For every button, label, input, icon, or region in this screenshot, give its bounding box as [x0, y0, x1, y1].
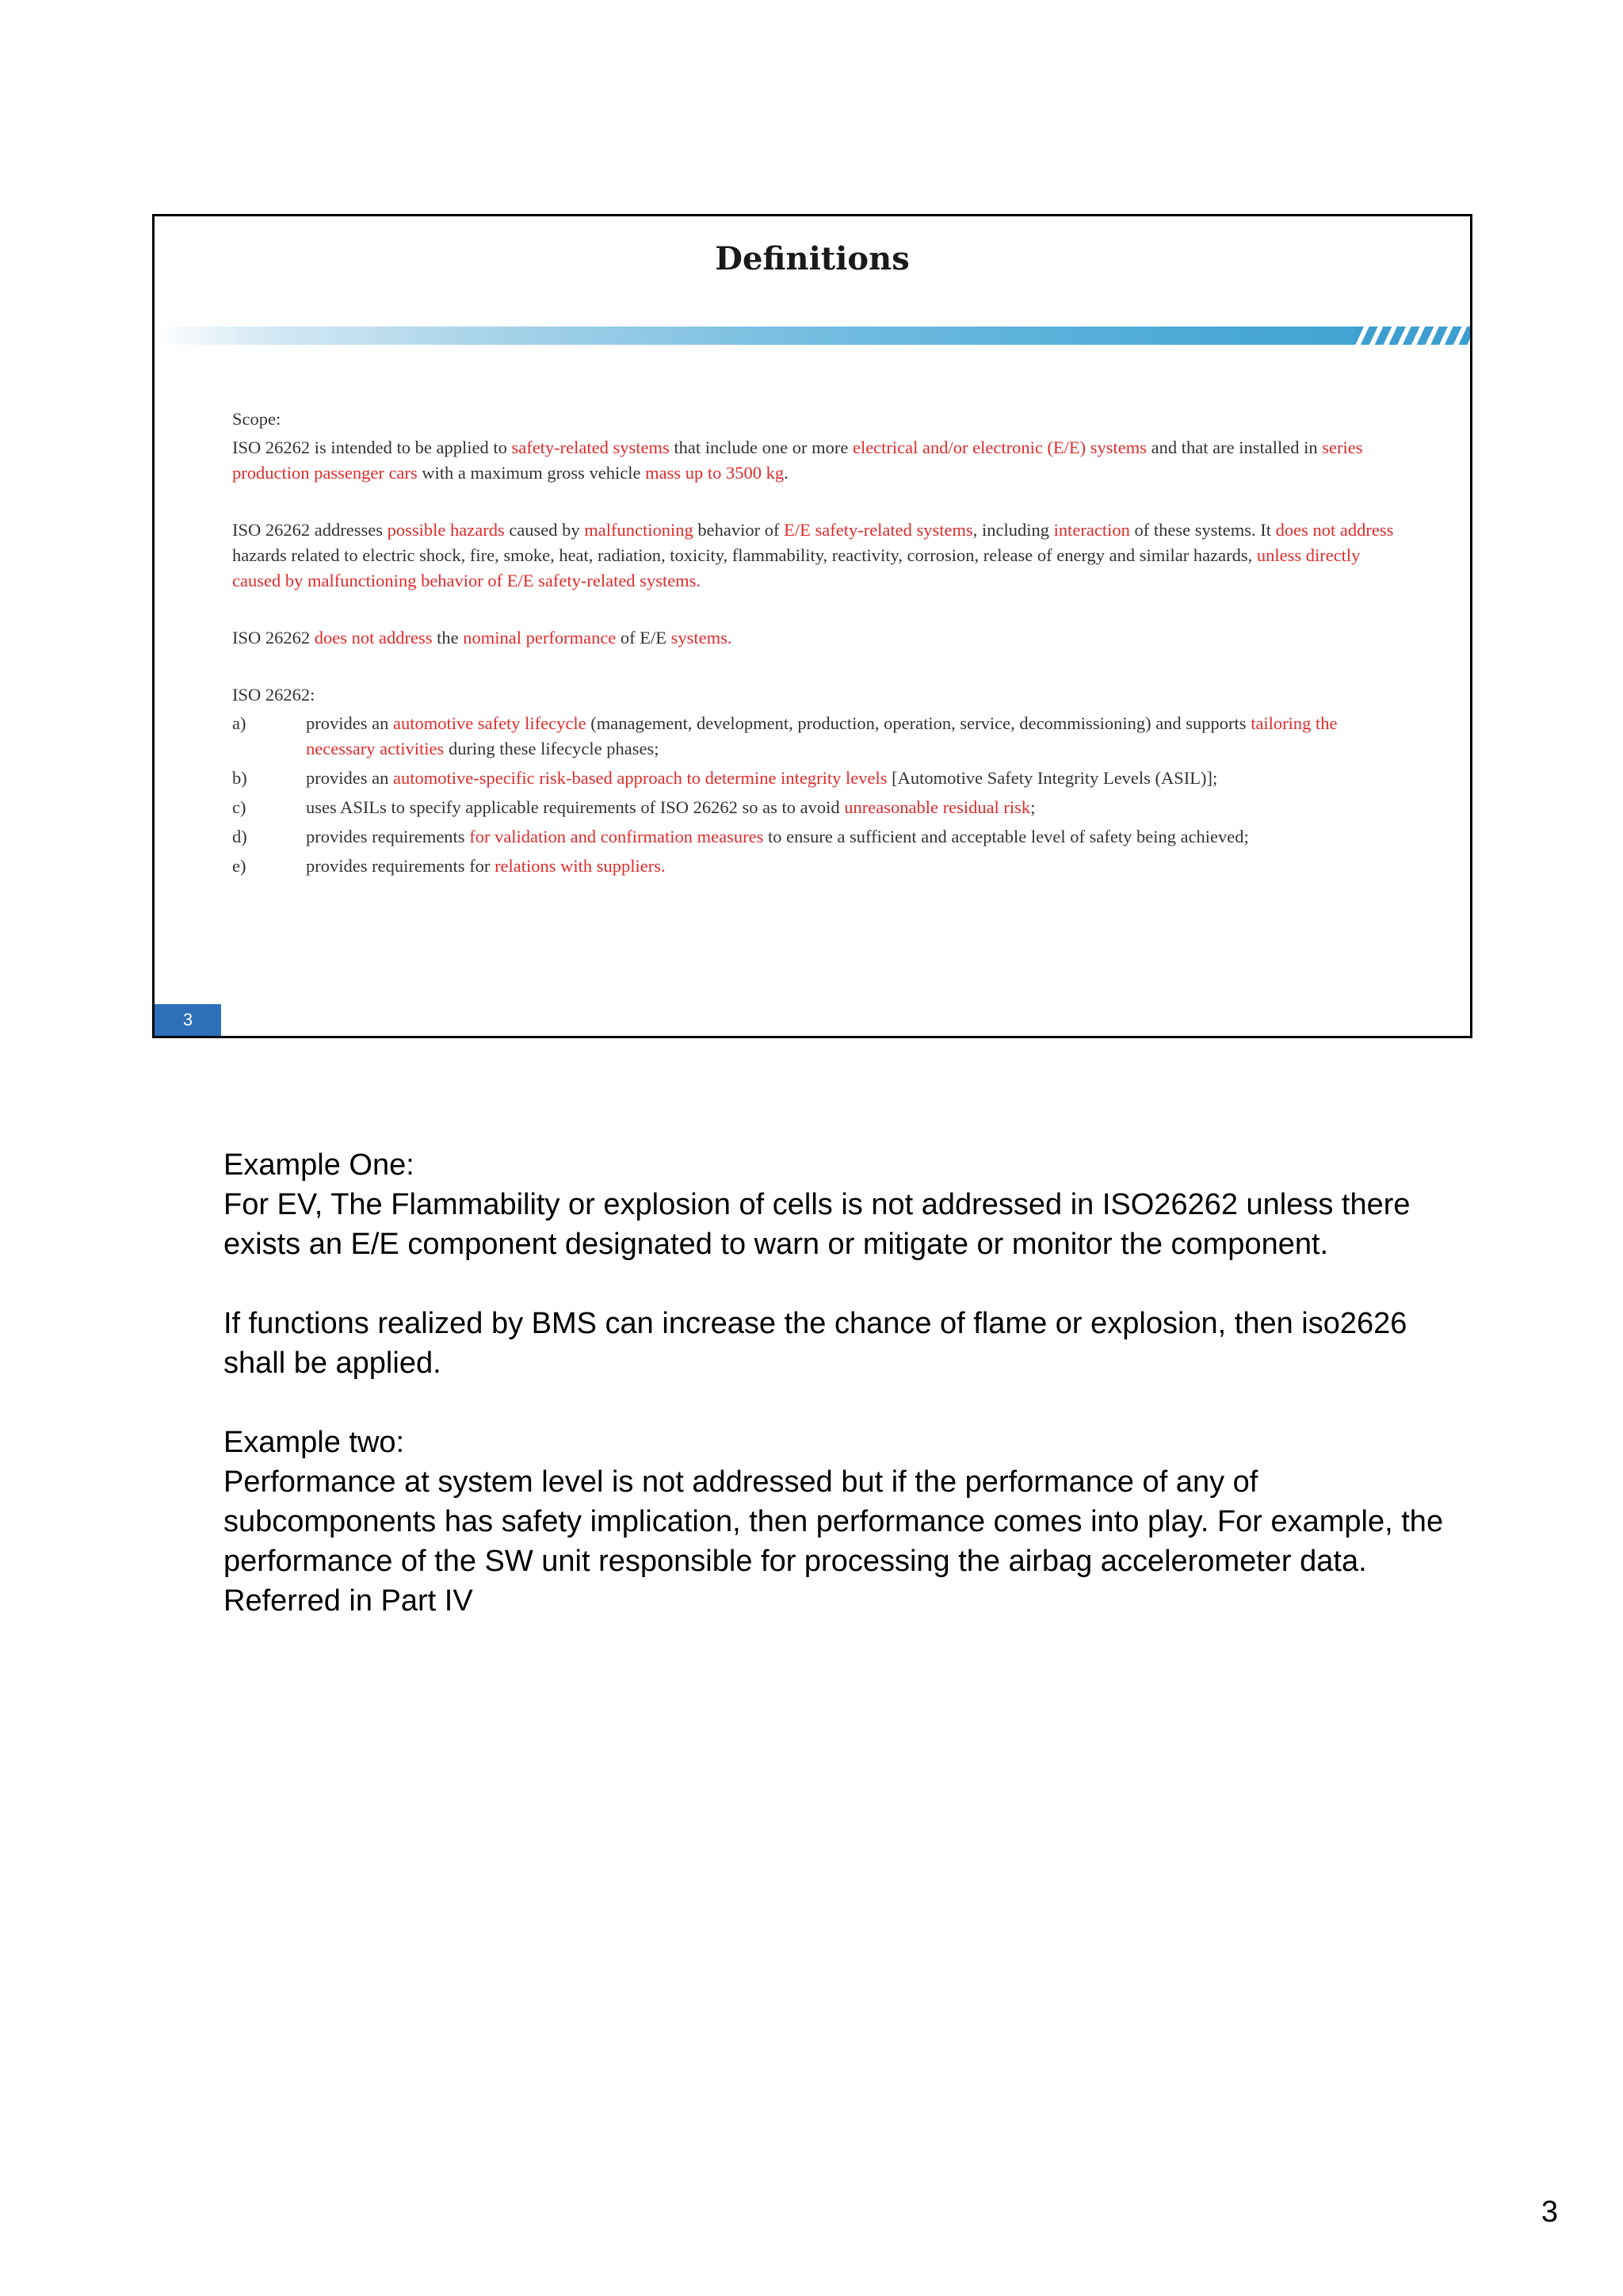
list-marker: a)	[232, 713, 246, 733]
example-two-text: Performance at system level is not addressed but if the performance of any of subcomponents has safety implication, then performance comes into play. For example, the performance of the SW unit responsible for processing the airbag accelerometer data. Referred in Part IV	[223, 1465, 1444, 1618]
text-run: to ensure a sufficient and acceptable level of safety being achieved;	[763, 827, 1249, 846]
highlighted-text: for validation and confirmation measures	[469, 827, 764, 846]
page-number: 3	[1541, 2195, 1558, 2229]
text-run: hazards related to electric shock, fire, smoke, heat, radiation, toxicity, flammability, reactivity, corrosion, release of energy and similar hazards,	[232, 545, 1257, 565]
text-run: provides requirements	[306, 827, 470, 846]
highlighted-text: systems.	[670, 628, 732, 648]
list-marker: e)	[232, 856, 246, 876]
text-run: of these systems. It	[1129, 520, 1276, 540]
text-run: provides an	[306, 768, 393, 788]
slide-title: Definitions	[715, 240, 910, 277]
highlighted-text: automotive safety lifecycle	[392, 713, 586, 733]
list-marker: c)	[232, 797, 246, 817]
highlighted-text: relations with suppliers.	[495, 856, 666, 876]
example-two	[223, 1423, 1460, 1621]
highlighted-text: possible hazards	[387, 520, 505, 540]
title-divider-bar	[155, 327, 1470, 345]
text-run: ISO 26262 is intended to be applied to	[232, 437, 512, 457]
example-one-text: For EV, The Flammability or explosion of cells is not addressed in ISO26262 unless there exists an E/E component designated to warn or mitigate or monitor the component.	[223, 1188, 1411, 1261]
example-two-heading: Example two:	[223, 1426, 405, 1459]
list-item-text	[306, 713, 1338, 758]
list-marker: b)	[232, 768, 247, 788]
text-run: ISO 26262	[232, 628, 315, 648]
highlighted-text: malfunctioning	[584, 520, 693, 540]
iso-list-heading: ISO 26262:	[232, 685, 315, 705]
text-run: ISO 26262 addresses	[232, 520, 388, 540]
slide-frame	[152, 214, 1472, 1038]
highlighted-text: safety-related systems	[511, 437, 670, 457]
text-run: the	[432, 628, 464, 648]
highlighted-text: electrical and/or electronic (E/E) systems	[852, 437, 1148, 457]
list-item-text	[306, 856, 666, 876]
highlighted-text: mass up to 3500 kg	[645, 463, 785, 483]
highlighted-text: interaction	[1053, 520, 1130, 540]
highlighted-text: does not address	[1275, 520, 1394, 540]
list-marker: d)	[232, 827, 247, 846]
highlighted-text: nominal performance	[463, 628, 617, 648]
example-one	[223, 1145, 1460, 1264]
highlighted-text: series production passenger cars	[232, 437, 1363, 483]
list-item	[232, 766, 1405, 791]
scope-paragraph-3	[232, 625, 1405, 651]
iso-list	[232, 711, 1405, 879]
example-one-followup: If functions realized by BMS can increase the chance of flame or explosion, then iso2626 shall be applied.	[223, 1307, 1407, 1380]
text-run: that include one or more	[669, 437, 853, 457]
list-item	[232, 795, 1405, 820]
highlighted-text: unreasonable residual risk	[844, 797, 1031, 817]
text-run: uses ASILs to specify applicable requirements of ISO 26262 so as to avoid	[306, 797, 845, 817]
text-run: , including	[972, 520, 1054, 540]
scope-paragraph-2	[232, 518, 1405, 594]
text-run: caused by	[504, 520, 585, 540]
example-one-heading: Example One:	[223, 1148, 414, 1182]
scope-heading: Scope:	[232, 409, 281, 429]
speaker-notes	[223, 1145, 1460, 1660]
text-run: (management, development, production, operation, service, decommissioning) and supports	[586, 713, 1251, 733]
text-run: with a maximum gross vehicle	[417, 463, 646, 483]
list-item-text	[306, 797, 1035, 817]
slide-body	[232, 407, 1405, 883]
text-run: of E/E	[616, 628, 671, 648]
highlighted-text: E/E safety-related systems	[784, 520, 973, 540]
highlighted-text: does not address	[314, 628, 433, 648]
list-item-text	[306, 827, 1249, 846]
divider-stripes	[1355, 327, 1470, 345]
highlighted-text: tailoring the necessary activities	[306, 713, 1338, 758]
list-item	[232, 711, 1405, 762]
text-run: [Automotive Safety Integrity Levels (ASIL)];	[887, 768, 1218, 788]
list-item	[232, 824, 1405, 850]
highlighted-text: unless directly caused by malfunctioning behavior of E/E safety-related systems.	[232, 545, 1361, 590]
scope-paragraph-1	[232, 435, 1405, 486]
list-item	[232, 854, 1405, 879]
text-run: behavior of	[693, 520, 785, 540]
text-run: .	[784, 463, 789, 483]
text-run: ;	[1030, 797, 1036, 817]
text-run: and that are installed in	[1147, 437, 1323, 457]
text-run: during these lifecycle phases;	[444, 739, 659, 758]
text-run: provides an	[306, 713, 393, 733]
list-item-text	[306, 768, 1217, 788]
slide-number-badge: 3	[155, 1004, 221, 1036]
text-run: provides requirements for	[306, 856, 495, 876]
highlighted-text: automotive-specific risk-based approach to determine integrity levels	[392, 768, 888, 788]
